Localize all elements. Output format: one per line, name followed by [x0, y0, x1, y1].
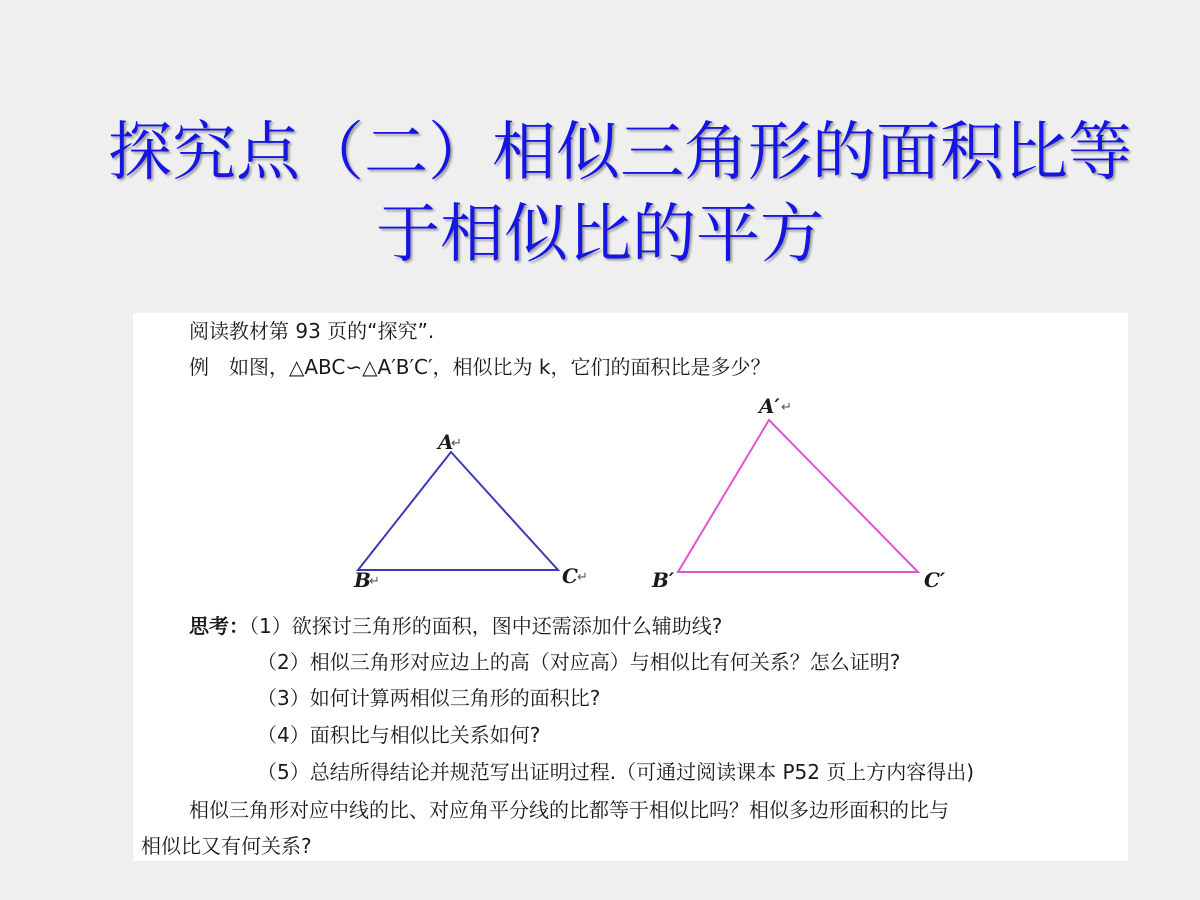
- return-mark: ↵: [577, 570, 588, 585]
- content-panel: [133, 313, 1128, 861]
- vertex-label-b-prime: B′: [652, 568, 675, 592]
- think-label: 思考：: [189, 614, 249, 638]
- return-mark: ↵: [369, 574, 380, 589]
- triangle-abc: [358, 452, 558, 570]
- return-mark: ↵: [451, 436, 462, 451]
- return-mark: ↵: [781, 400, 792, 415]
- think-prompt: [189, 614, 722, 638]
- triangle-a-prime-b-prime-c-prime: [678, 420, 918, 572]
- vertex-label-b: B: [354, 568, 371, 592]
- closing-question-line-2: 相似比又有何关系?: [141, 834, 312, 858]
- example-question: 例 如图，△ABC∽△A′B′C′，相似比为 k，它们的面积比是多少？: [189, 355, 771, 379]
- slide-title-line-2: 于相似比的平方: [376, 198, 824, 272]
- slide-title-line-1: 探究点（二）相似三角形的面积比等: [108, 116, 1132, 190]
- reading-instruction: 阅读教材第 93 页的“探究”.: [189, 319, 435, 343]
- think-question-1: （1）欲探讨三角形的面积，图中还需添加什么辅助线?: [249, 614, 723, 638]
- vertex-label-a: A: [438, 430, 454, 454]
- vertex-label-c-prime: C′: [924, 568, 946, 592]
- think-question-4: （4）面积比与相似比关系如何?: [257, 723, 541, 747]
- think-question-2: （2）相似三角形对应边上的高（对应高）与相似比有何关系？怎么证明?: [257, 650, 901, 674]
- vertex-label-a-prime: A′: [759, 394, 780, 418]
- similar-triangles-figure: [133, 313, 1128, 603]
- think-question-3: （3）如何计算两相似三角形的面积比?: [257, 686, 601, 710]
- closing-question-line-1: 相似三角形对应中线的比、对应角平分线的比都等于相似比吗？相似多边形面积的比与: [189, 798, 949, 822]
- vertex-label-c: C: [562, 564, 578, 588]
- slide-title: [0, 112, 1200, 276]
- think-question-5: （5）总结所得结论并规范写出证明过程.（可通过阅读课本 P52 页上方内容得出): [257, 760, 975, 784]
